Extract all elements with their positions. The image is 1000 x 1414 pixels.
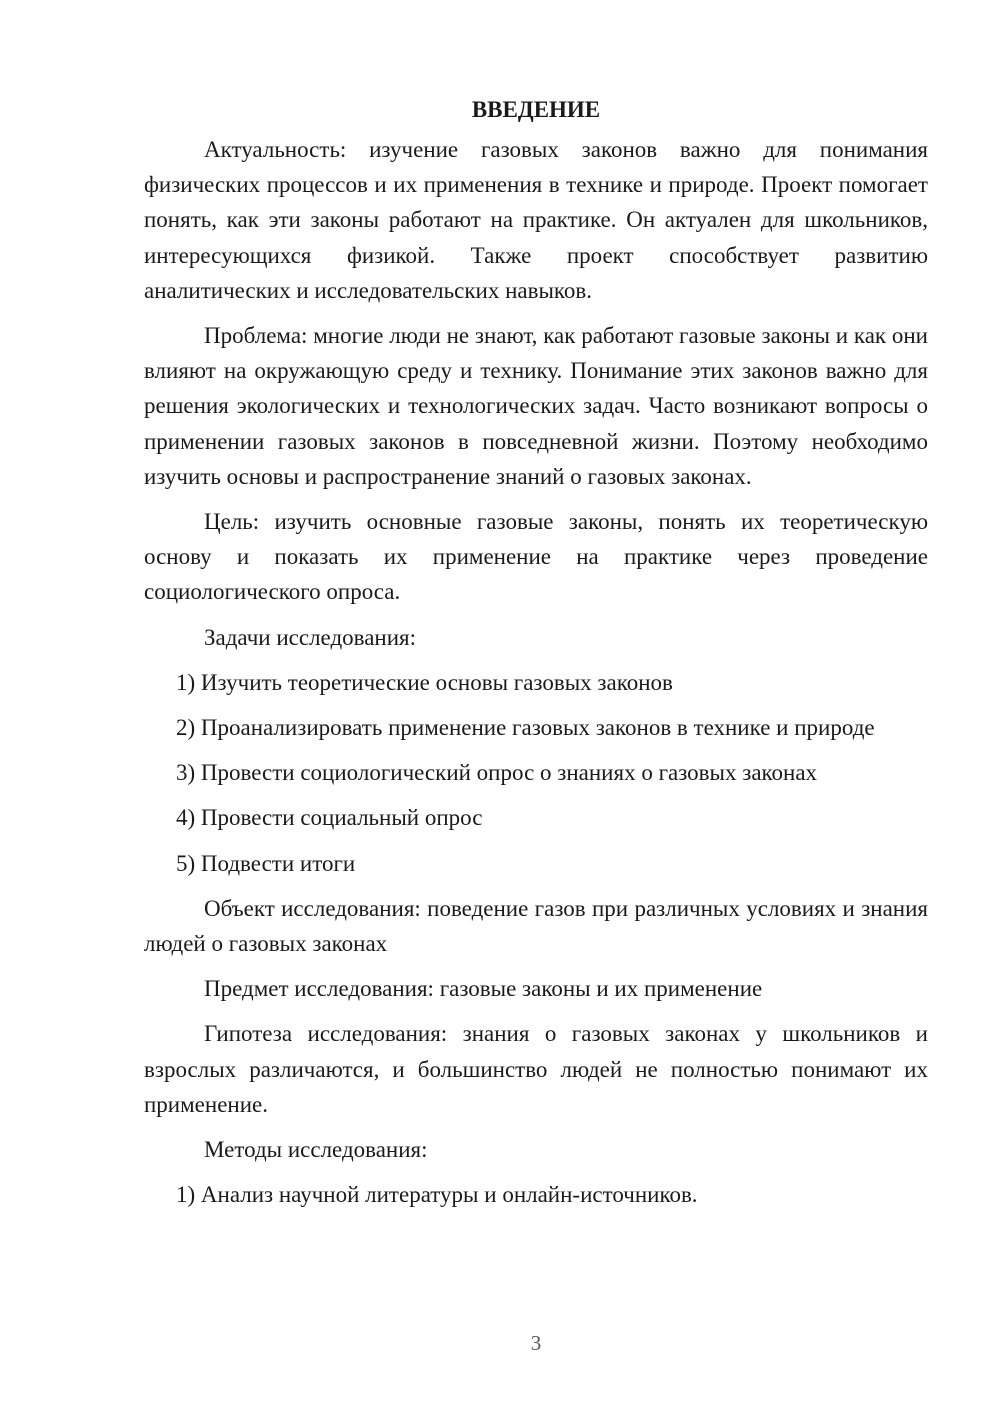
object-paragraph: Объект исследования: поведение газов при различных условиях и знания людей о газовых законах (144, 895, 928, 957)
task-item: 4) Провести социальный опрос (176, 805, 483, 831)
section-heading: ВВЕДЕНИЕ (471, 97, 601, 122)
methods-title: Методы исследования: (204, 1137, 428, 1163)
subject-paragraph: Предмет исследования: газовые законы и их применение (204, 976, 763, 1002)
tasks-title: Задачи исследования: (204, 624, 417, 650)
relevance-paragraph: Актуальность: изучение газовых законов важно для понимания физических процессов и их применения в технике и природе. Проект помогает понять, как эти законы работают на практике. Он актуален для школьников, интересующихся физикой. Также проект способствует развитию аналитических и исследовательских навыков. (144, 137, 928, 303)
task-item: 3) Провести социологический опрос о знаниях о газовых законах (176, 760, 818, 786)
task-item: 1) Изучить теоретические основы газовых законов (176, 669, 673, 695)
task-item: 5) Подвести итоги (176, 850, 356, 876)
problem-paragraph: Проблема: многие люди не знают, как работают газовые законы и как они влияют на окружающую среду и технику. Понимание этих законов важно для решения экологических и технологических задач. Часто возникают вопросы о применении газовых законов в повседневной жизни. Поэтому необходимо изучить основы и распространение знаний о газовых законах. (144, 323, 928, 489)
document-page (144, 92, 928, 1222)
task-item: 2) Проанализировать применение газовых законов в технике и природе (176, 715, 875, 741)
page-number: 3 (530, 1331, 542, 1355)
hypothesis-paragraph: Гипотеза исследования: знания о газовых законах у школьников и взрослых различаются, и большинство людей не полностью понимают их применение. (144, 1021, 928, 1117)
method-item: 1) Анализ научной литературы и онлайн-источников. (176, 1182, 698, 1208)
goal-paragraph: Цель: изучить основные газовые законы, понять их теоретическую основу и показать их применение на практике через проведение социологического опроса. (144, 509, 928, 605)
